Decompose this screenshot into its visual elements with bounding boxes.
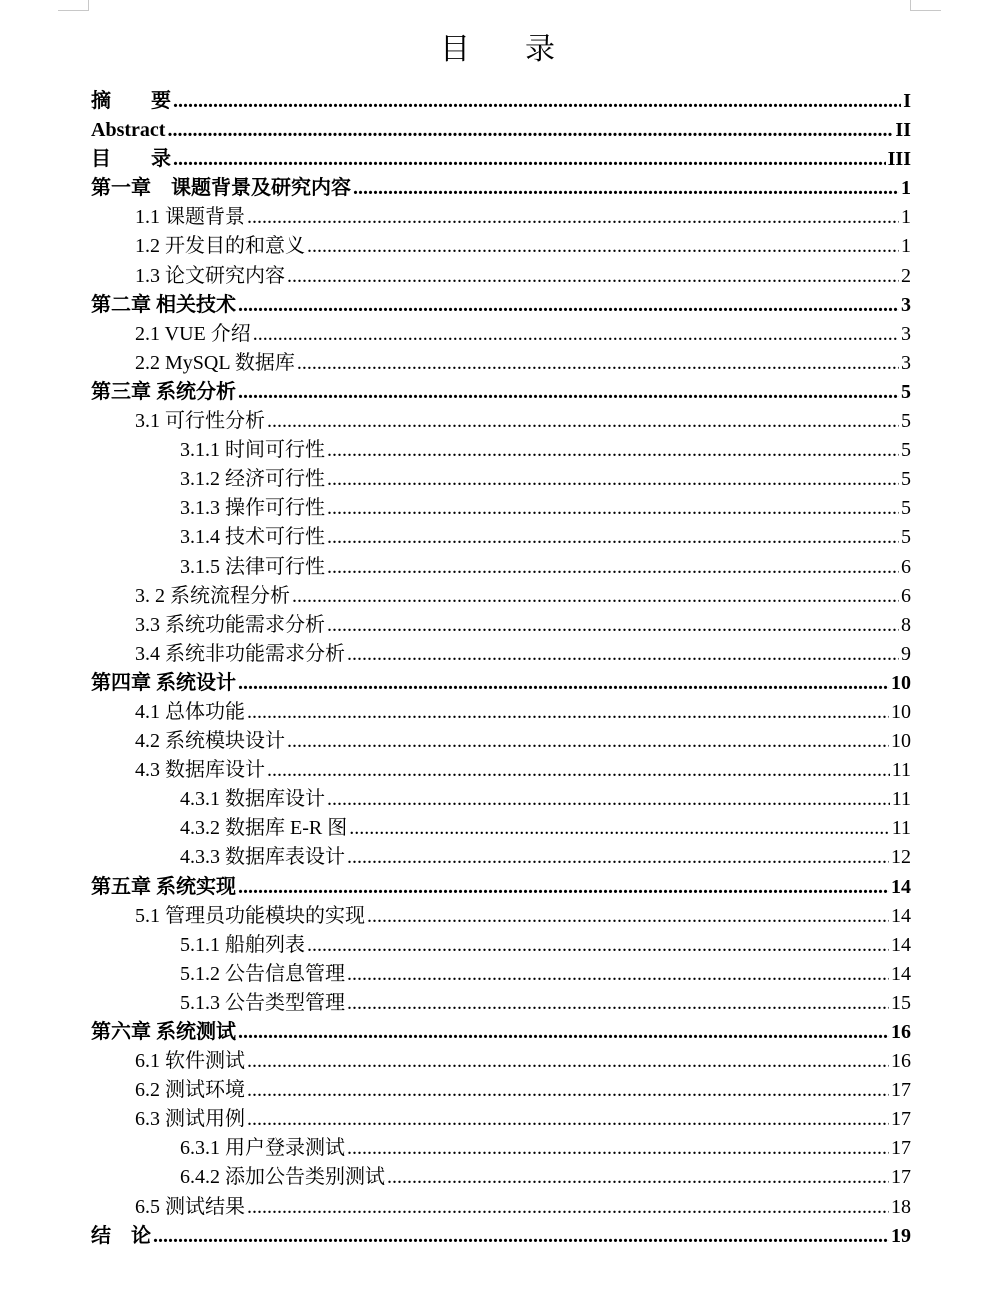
toc-entry-page-number: 17 <box>891 1108 911 1131</box>
toc-entry-label: 4.2 系统模块设计 <box>135 730 285 753</box>
toc-entry-page-number: 17 <box>891 1079 911 1102</box>
toc-entry[interactable] <box>91 203 911 232</box>
toc-entry-page-number: 16 <box>891 1021 911 1043</box>
toc-entry[interactable] <box>91 436 911 465</box>
toc-entry-label: 3.1.2 经济可行性 <box>180 468 325 491</box>
toc-entry-label: 5.1.3 公告类型管理 <box>180 991 345 1014</box>
toc-leader-dots <box>167 116 893 145</box>
toc-entry-page-number: 11 <box>891 759 911 782</box>
table-of-contents <box>91 87 911 1251</box>
toc-entry-page-number: II <box>895 119 911 142</box>
toc-entry-label: 1.2 开发目的和意义 <box>135 235 305 258</box>
toc-entry[interactable] <box>91 1222 911 1251</box>
toc-entry-label: 3.4 系统非功能需求分析 <box>135 642 345 665</box>
toc-leader-dots <box>347 960 889 989</box>
page-corner-mark-right <box>910 0 941 11</box>
toc-leader-dots <box>238 669 889 698</box>
page-corner-mark-left <box>58 0 89 11</box>
toc-entry[interactable] <box>91 407 911 436</box>
toc-leader-dots <box>173 145 886 174</box>
toc-entry-page-number: 14 <box>891 875 911 898</box>
toc-leader-dots <box>327 494 899 523</box>
toc-leader-dots <box>247 1193 889 1222</box>
toc-entry-label: 4.3 数据库设计 <box>135 759 265 782</box>
toc-entry-label: 第二章 相关技术 <box>91 293 236 316</box>
toc-entry-page-number: 3 <box>901 351 911 374</box>
toc-leader-dots <box>353 174 899 203</box>
toc-leader-dots <box>238 291 899 320</box>
toc-entry[interactable] <box>91 1193 911 1222</box>
toc-entry-label: 第四章 系统设计 <box>91 671 236 694</box>
toc-entry[interactable] <box>91 960 911 989</box>
toc-entry[interactable] <box>91 582 911 611</box>
toc-entry[interactable] <box>91 669 911 698</box>
toc-entry-page-number: 6 <box>901 584 911 607</box>
toc-entry[interactable] <box>91 1076 911 1105</box>
toc-entry-label: 第三章 系统分析 <box>91 380 236 403</box>
toc-entry-page-number: 6 <box>901 555 911 578</box>
toc-entry[interactable] <box>91 873 911 902</box>
toc-entry-label: 4.1 总体功能 <box>135 700 245 723</box>
toc-entry-label: 5.1 管理员功能模块的实现 <box>135 904 365 927</box>
toc-entry-page-number: 10 <box>891 700 911 723</box>
toc-entry-page-number: 17 <box>891 1166 911 1189</box>
toc-entry-page-number: 11 <box>891 788 911 811</box>
toc-entry[interactable] <box>91 494 911 523</box>
toc-leader-dots <box>173 87 901 116</box>
toc-entry-page-number: 1 <box>901 235 911 258</box>
toc-entry[interactable] <box>91 232 911 261</box>
toc-entry-label: 1.1 课题背景 <box>135 206 245 229</box>
toc-entry-label: 3.1.1 时间可行性 <box>180 439 325 462</box>
toc-entry-label: 第一章 课题背景及研究内容 <box>91 177 351 200</box>
toc-entry-label: 6.2 测试环境 <box>135 1079 245 1102</box>
toc-entry-page-number: 8 <box>901 613 911 636</box>
toc-entry[interactable] <box>91 174 911 203</box>
toc-entry-page-number: 14 <box>891 962 911 985</box>
page-title <box>0 30 995 70</box>
toc-leader-dots <box>287 262 899 291</box>
toc-leader-dots <box>253 320 899 349</box>
toc-entry[interactable] <box>91 116 911 145</box>
toc-leader-dots <box>247 1047 889 1076</box>
toc-entry-page-number: 5 <box>901 439 911 462</box>
toc-entry-page-number: 5 <box>901 410 911 433</box>
toc-entry-label: Abstract <box>91 119 166 142</box>
toc-entry-page-number: 16 <box>891 1050 911 1073</box>
toc-entry[interactable] <box>91 465 911 494</box>
toc-entry[interactable] <box>91 989 911 1018</box>
toc-entry-label: 1.3 论文研究内容 <box>135 264 285 287</box>
toc-leader-dots <box>267 756 890 785</box>
toc-leader-dots <box>327 436 899 465</box>
toc-entry-page-number: 1 <box>901 206 911 229</box>
toc-leader-dots <box>327 553 899 582</box>
toc-entry[interactable] <box>91 1163 911 1192</box>
toc-entry-page-number: 5 <box>901 468 911 491</box>
toc-leader-dots <box>367 902 889 931</box>
toc-entry-page-number: 5 <box>901 380 911 403</box>
toc-leader-dots <box>327 523 899 552</box>
toc-entry-label: 2.1 VUE 介绍 <box>135 322 251 345</box>
toc-leader-dots <box>297 349 899 378</box>
toc-entry[interactable] <box>91 378 911 407</box>
toc-leader-dots <box>347 843 889 872</box>
page-title-left: 目 <box>440 33 470 66</box>
toc-entry[interactable] <box>91 611 911 640</box>
toc-leader-dots <box>347 640 899 669</box>
toc-entry-label: 3.1.5 法律可行性 <box>180 555 325 578</box>
toc-entry-label: 6.4.2 添加公告类别测试 <box>180 1166 385 1189</box>
toc-entry[interactable] <box>91 262 911 291</box>
toc-entry-label: 6.3 测试用例 <box>135 1108 245 1131</box>
toc-entry-page-number: 5 <box>901 497 911 520</box>
toc-entry[interactable] <box>91 640 911 669</box>
toc-leader-dots <box>247 1105 889 1134</box>
toc-entry-page-number: 19 <box>891 1224 911 1247</box>
toc-entry[interactable] <box>91 349 911 378</box>
toc-entry-page-number: 2 <box>901 264 911 287</box>
toc-entry-label: 3.1.4 技术可行性 <box>180 526 325 549</box>
toc-leader-dots <box>347 989 889 1018</box>
toc-entry-label: 6.1 软件测试 <box>135 1050 245 1073</box>
toc-leader-dots <box>267 407 899 436</box>
toc-entry-page-number: 12 <box>891 846 911 869</box>
toc-leader-dots <box>287 727 889 756</box>
toc-leader-dots <box>238 1018 889 1047</box>
toc-entry[interactable] <box>91 291 911 320</box>
toc-leader-dots <box>247 698 889 727</box>
toc-entry-page-number: 14 <box>891 933 911 956</box>
toc-entry-page-number: 10 <box>891 730 911 753</box>
toc-entry-page-number: 11 <box>891 817 911 840</box>
toc-entry-label: 4.3.2 数据库 E-R 图 <box>180 817 348 840</box>
toc-leader-dots <box>307 232 899 261</box>
toc-entry[interactable] <box>91 145 911 174</box>
toc-entry-label: 6.3.1 用户登录测试 <box>180 1137 345 1160</box>
toc-entry[interactable] <box>91 902 911 931</box>
toc-entry[interactable] <box>91 320 911 349</box>
toc-entry-label: 结 论 <box>91 1224 151 1247</box>
toc-leader-dots <box>247 1076 889 1105</box>
toc-leader-dots <box>307 931 889 960</box>
toc-entry-label: 摘 要 <box>91 90 171 112</box>
toc-entry-page-number: 3 <box>901 293 911 316</box>
toc-entry-page-number: III <box>887 148 911 171</box>
toc-entry-label: 4.3.1 数据库设计 <box>180 788 325 811</box>
toc-entry-page-number: 17 <box>891 1137 911 1160</box>
toc-entry-label: 5.1.2 公告信息管理 <box>180 962 345 985</box>
toc-leader-dots <box>292 582 899 611</box>
toc-entry-label: 3.3 系统功能需求分析 <box>135 613 325 636</box>
toc-leader-dots <box>349 814 890 843</box>
toc-leader-dots <box>387 1163 889 1192</box>
toc-leader-dots <box>347 1134 889 1163</box>
toc-entry[interactable] <box>91 1105 911 1134</box>
toc-entry-label: 第六章 系统测试 <box>91 1021 236 1043</box>
toc-leader-dots <box>327 785 890 814</box>
toc-leader-dots <box>238 378 899 407</box>
toc-entry-page-number: 1 <box>901 177 911 200</box>
toc-entry-label: 目 录 <box>91 148 171 171</box>
toc-entry[interactable] <box>91 1018 911 1047</box>
toc-entry-page-number: 15 <box>891 991 911 1014</box>
toc-leader-dots <box>247 203 899 232</box>
toc-entry[interactable] <box>91 553 911 582</box>
toc-entry-label: 4.3.3 数据库表设计 <box>180 846 345 869</box>
toc-entry-label: 3. 2 系统流程分析 <box>135 584 290 607</box>
toc-entry[interactable] <box>91 1047 911 1076</box>
toc-entry-page-number: 18 <box>891 1195 911 1218</box>
toc-entry-page-number: 3 <box>901 322 911 345</box>
toc-entry[interactable] <box>91 87 911 116</box>
toc-entry-label: 3.1 可行性分析 <box>135 410 265 433</box>
toc-entry[interactable] <box>91 523 911 552</box>
toc-entry-label: 2.2 MySQL 数据库 <box>135 351 295 374</box>
toc-entry-page-number: 14 <box>891 904 911 927</box>
toc-entry-label: 3.1.3 操作可行性 <box>180 497 325 520</box>
toc-leader-dots <box>238 873 889 902</box>
toc-entry-page-number: 10 <box>891 671 911 694</box>
toc-leader-dots <box>153 1222 889 1251</box>
toc-entry-label: 5.1.1 船舶列表 <box>180 933 305 956</box>
toc-entry[interactable] <box>91 843 911 872</box>
toc-entry-label: 第五章 系统实现 <box>91 875 236 898</box>
toc-entry-page-number: 5 <box>901 526 911 549</box>
toc-entry-label: 6.5 测试结果 <box>135 1195 245 1218</box>
toc-entry[interactable] <box>91 698 911 727</box>
toc-entry[interactable] <box>91 727 911 756</box>
toc-leader-dots <box>327 611 899 640</box>
toc-entry[interactable] <box>91 1134 911 1163</box>
page-title-right: 录 <box>525 33 555 66</box>
toc-entry[interactable] <box>91 785 911 814</box>
toc-entry[interactable] <box>91 814 911 843</box>
toc-leader-dots <box>327 465 899 494</box>
toc-entry-page-number: 9 <box>901 642 911 665</box>
toc-entry[interactable] <box>91 931 911 960</box>
toc-entry[interactable] <box>91 756 911 785</box>
toc-entry-page-number: I <box>903 90 911 112</box>
